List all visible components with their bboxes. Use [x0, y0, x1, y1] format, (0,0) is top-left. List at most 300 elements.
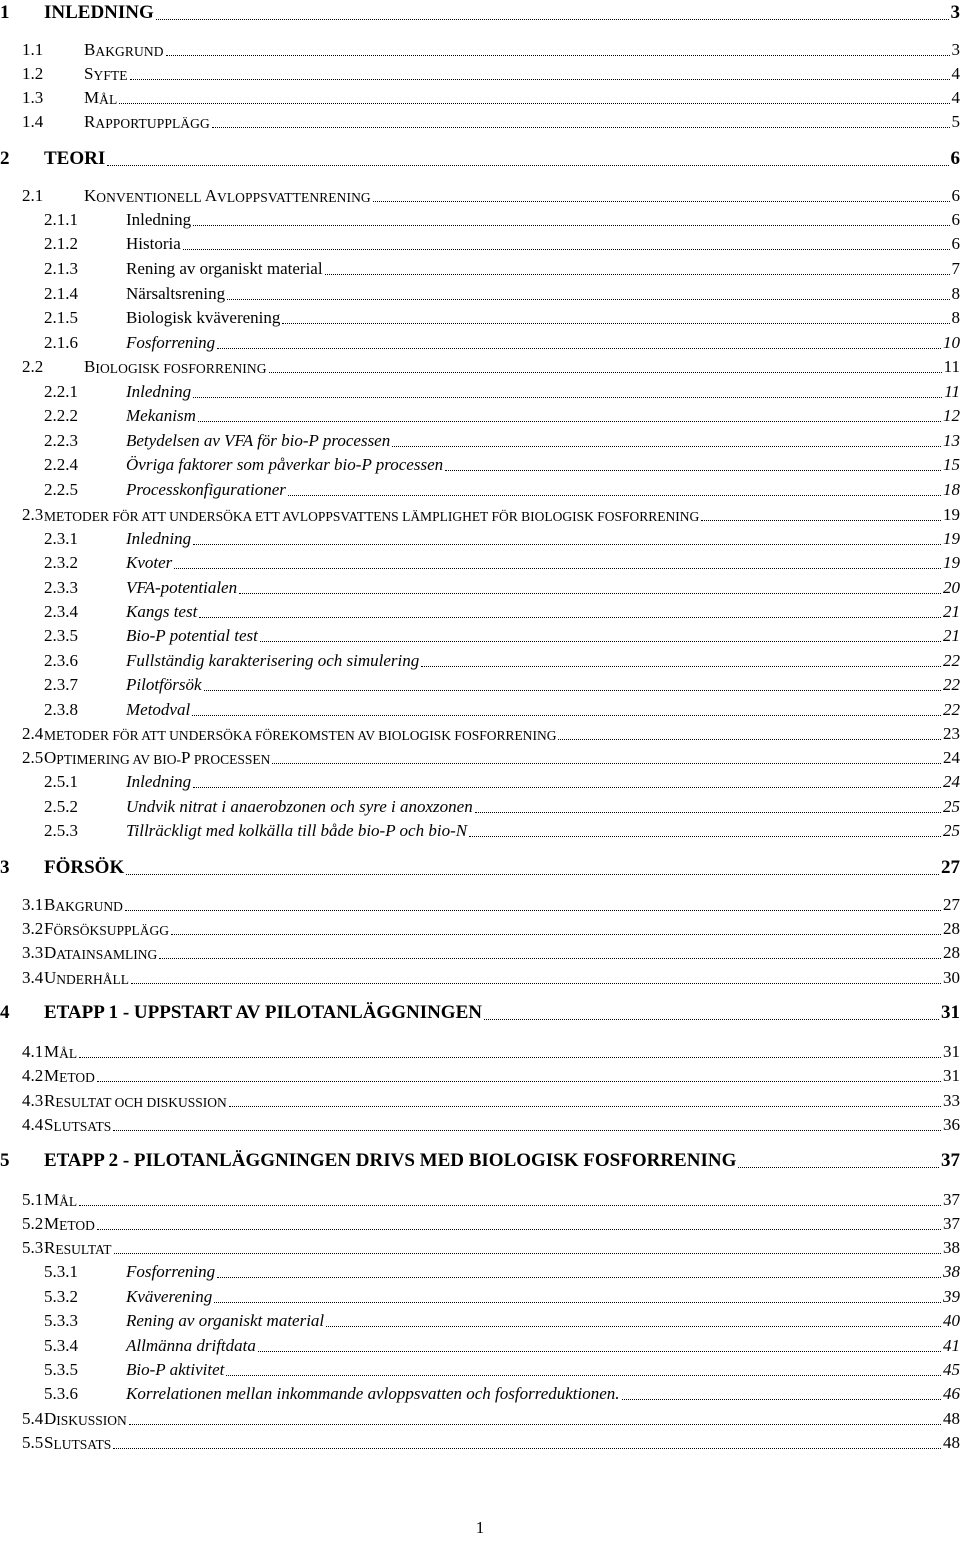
toc-dot-leader: [226, 1375, 941, 1376]
toc-entry-page: 21: [943, 602, 960, 621]
toc-entry-number: 3.4: [22, 968, 44, 987]
toc-entry-title: [44, 1238, 112, 1258]
toc-entry-number: 5.5: [22, 1433, 44, 1452]
toc-dot-leader: [288, 495, 941, 496]
toc-entry-title-part: ESULTAT OCH DISKUSSION: [55, 1095, 227, 1110]
toc-entry-title: Betydelsen av VFA för bio-P processen: [126, 431, 391, 450]
toc-entry-page: 5: [951, 112, 960, 131]
toc-entry[interactable]: [0, 476, 960, 502]
toc-entry-page: 12: [943, 406, 960, 425]
toc-entry-number: 5.3.4: [44, 1336, 78, 1355]
toc-entry-number: 3.1: [22, 895, 44, 914]
toc-entry-title: Kväverening: [126, 1287, 213, 1306]
toc-entry-number: 2.3.1: [44, 529, 78, 548]
toc-entry-title: [84, 112, 210, 132]
toc-dot-leader: [199, 617, 941, 618]
toc-dot-leader: [193, 225, 949, 226]
toc-entry-title: Kangs test: [126, 602, 198, 621]
toc-entry-title: [84, 88, 117, 108]
toc-dot-leader: [114, 1253, 941, 1254]
toc-entry[interactable]: [0, 855, 960, 881]
toc-entry-title: Pilotförsök: [126, 675, 202, 694]
toc-entry[interactable]: [0, 720, 960, 746]
toc-entry-page: 19: [943, 553, 960, 572]
toc-dot-leader: [272, 763, 941, 764]
toc-entry-title: [44, 1042, 77, 1062]
toc-entry-page: 33: [943, 1091, 960, 1110]
toc-entry-title-part: PTIMERING AV BIO-: [56, 752, 182, 767]
toc-entry-page: 10: [943, 333, 960, 352]
toc-entry-number: 4.1: [22, 1042, 44, 1061]
toc-entry-title-part: U: [44, 968, 57, 987]
toc-entry[interactable]: [0, 964, 960, 990]
toc-dot-leader: [107, 165, 948, 166]
toc-dot-leader: [269, 372, 942, 373]
toc-entry-title-part: S: [44, 1433, 54, 1452]
toc-dot-leader: [326, 1326, 941, 1327]
toc-entry-page: 23: [943, 724, 960, 743]
toc-dot-leader: [217, 348, 941, 349]
toc-entry-title-part: YFTE: [93, 68, 128, 83]
toc-entry-title-part: IOLOGISK FOSFORRENING: [95, 361, 267, 376]
toc-dot-leader: [738, 1167, 939, 1168]
toc-dot-leader: [239, 593, 941, 594]
toc-entry-page: 40: [943, 1311, 960, 1330]
toc-entry-title-part: METODER FÖR ATT UNDERSÖKA ETT AVLOPPSVATTENS LÄMPLIGHET FÖR BIOLOGISK FOSFORRENING: [44, 509, 700, 524]
toc-entry[interactable]: [0, 329, 960, 355]
toc-entry-number: 5.3.2: [44, 1287, 78, 1306]
toc-entry-number: 2.3.5: [44, 626, 78, 645]
toc-dot-leader: [227, 299, 949, 300]
toc-entry-title: Processkonfigurationer: [126, 480, 286, 499]
toc-entry-title: Bio-P aktivitet: [126, 1360, 225, 1379]
toc-entry-title-part: LUTSATS: [53, 1437, 112, 1452]
toc-entry-number: 2.2.4: [44, 455, 78, 474]
toc-entry-page: 11: [943, 357, 960, 376]
toc-entry-page: 24: [943, 748, 960, 767]
toc-dot-leader: [79, 1057, 941, 1058]
toc-entry[interactable]: [0, 671, 960, 697]
toc-entry-title-part: R: [84, 112, 96, 131]
toc-entry-title: [44, 748, 270, 768]
toc-entry-title: Tillräckligt med kolkälla till både bio-P och bio-N: [126, 821, 468, 840]
toc-entry-number: 3.2: [22, 919, 44, 938]
toc-entry-page: 6: [951, 210, 960, 229]
toc-entry-number: 2.3.7: [44, 675, 78, 694]
toc-entry-number: 2.2.5: [44, 480, 78, 499]
toc-entry-title: VFA-potentialen: [126, 578, 238, 597]
toc-dot-leader: [421, 666, 941, 667]
toc-entry[interactable]: [0, 744, 960, 770]
toc-dot-leader: [159, 958, 941, 959]
toc-entry-number: 2.3: [22, 505, 44, 524]
toc-entry-page: 19: [943, 505, 960, 524]
toc-entry[interactable]: [0, 108, 960, 134]
toc-entry-title: Fullständig karakterisering och simulering: [126, 651, 420, 670]
toc-entry-number: 2.3.4: [44, 602, 78, 621]
toc-dot-leader: [373, 201, 950, 202]
toc-entry-title: [84, 64, 128, 84]
toc-entry[interactable]: [0, 891, 960, 917]
toc-entry[interactable]: [0, 1356, 960, 1382]
toc-entry-number: 5.3.5: [44, 1360, 78, 1379]
toc-entry-title: [44, 728, 556, 744]
toc-entry-page: 31: [943, 1042, 960, 1061]
toc-entry-title-part: B: [84, 357, 96, 376]
toc-dot-leader: [113, 1448, 941, 1449]
toc-entry[interactable]: [0, 353, 960, 379]
toc-entry-page: 28: [943, 919, 960, 938]
toc-entry[interactable]: [0, 1038, 960, 1064]
toc-entry-number: 5.3.3: [44, 1311, 78, 1330]
toc-entry-title: Fosforrening: [126, 1262, 216, 1281]
toc-entry-title: Inledning: [126, 382, 192, 401]
toc-entry-page: 18: [943, 480, 960, 499]
toc-entry-number: 2.1: [22, 186, 44, 205]
toc-entry-title-part: PROCESSEN: [190, 752, 271, 767]
toc-entry[interactable]: [0, 622, 960, 648]
toc-dot-leader: [701, 520, 941, 521]
toc-dot-leader: [97, 1229, 941, 1230]
toc-dot-leader: [166, 55, 950, 56]
toc-dot-leader: [130, 79, 950, 80]
toc-entry-page: 25: [943, 797, 960, 816]
toc-entry-number: 2.3.6: [44, 651, 78, 670]
toc-entry-number: 2: [0, 148, 10, 169]
toc-dot-leader: [129, 1424, 941, 1425]
toc-entry-number: 5.3: [22, 1238, 44, 1257]
toc-entry-number: 2.3.8: [44, 700, 78, 719]
toc-entry-title: Rening av organiskt material: [126, 1311, 325, 1330]
toc-entry-title: Inledning: [126, 529, 192, 548]
toc-entry-number: 3.3: [22, 943, 44, 962]
toc-dot-leader: [260, 641, 941, 642]
toc-dot-leader: [469, 836, 941, 837]
toc-entry[interactable]: [0, 255, 960, 281]
toc-entry[interactable]: [0, 146, 960, 172]
toc-entry[interactable]: [0, 549, 960, 575]
toc-entry-number: 2.1.6: [44, 333, 78, 352]
toc-entry-title: [44, 1190, 77, 1210]
toc-entry-page: 25: [943, 821, 960, 840]
toc-entry-number: 4: [0, 1002, 10, 1023]
toc-entry[interactable]: [0, 378, 960, 404]
toc-entry-page: 6: [951, 234, 960, 253]
toc-entry-number: 1.1: [22, 40, 44, 59]
toc-entry-page: 21: [943, 626, 960, 645]
toc-entry[interactable]: [0, 1283, 960, 1309]
toc-entry[interactable]: [0, 574, 960, 600]
toc-entry-page: 27: [941, 857, 960, 878]
toc-entry-title-part: M: [44, 1066, 60, 1085]
toc-entry-title: [44, 509, 699, 525]
toc-entry-title: Korrelationen mellan inkommande avloppsvatten och fosforreduktionen.: [126, 1384, 620, 1403]
toc-entry-number: 5.3.6: [44, 1384, 78, 1403]
toc-entry[interactable]: [0, 84, 960, 110]
toc-entry[interactable]: [0, 1111, 960, 1137]
toc-entry[interactable]: [0, 768, 960, 794]
toc-dot-leader: [212, 127, 950, 128]
toc-entry-number: 2.1.1: [44, 210, 78, 229]
toc-dot-leader: [192, 715, 941, 716]
toc-dot-leader: [558, 739, 941, 740]
toc-entry-title-part: APPORTUPPLÄGG: [95, 116, 210, 131]
toc-entry-title-part: S: [44, 1115, 54, 1134]
toc-entry-number: 1.2: [22, 64, 44, 83]
toc-entry-title-part: VLOPPSVATTENRENING: [216, 190, 371, 205]
toc-entry[interactable]: [0, 1000, 960, 1026]
toc-dot-leader: [229, 1106, 941, 1107]
toc-entry-page: 38: [943, 1262, 960, 1281]
toc-entry-title-part: B: [44, 895, 56, 914]
toc-entry-number: 2.2: [22, 357, 44, 376]
toc-entry-title: Fosforrening: [126, 333, 216, 352]
toc-entry-title-part: M: [44, 1214, 60, 1233]
toc-entry-page: 15: [943, 455, 960, 474]
toc-entry-title: [44, 1214, 95, 1234]
toc-entry-page: 19: [943, 529, 960, 548]
toc-entry[interactable]: [0, 304, 960, 330]
toc-entry[interactable]: [0, 206, 960, 232]
toc-entry-title: Kvoter: [126, 553, 173, 572]
toc-entry[interactable]: [0, 402, 960, 428]
toc-entry-page: 37: [941, 1150, 960, 1171]
toc-dot-leader: [97, 1081, 941, 1082]
toc-entry-number: 2.5.2: [44, 797, 78, 816]
toc-entry-number: 2.1.3: [44, 259, 78, 278]
toc-entry[interactable]: [0, 1062, 960, 1088]
toc-entry-title-part: ATAINSAMLING: [56, 947, 158, 962]
toc-entry-title: [44, 968, 129, 988]
toc-entry-page: 8: [951, 308, 960, 327]
toc-entry-title-part: ÅL: [99, 92, 118, 107]
toc-entry-title: [44, 895, 123, 915]
toc-entry-title: [44, 1115, 111, 1135]
toc-entry-title-part: D: [44, 1409, 57, 1428]
toc-entry-title: [84, 357, 267, 377]
toc-entry[interactable]: [0, 939, 960, 965]
toc-entry-page: 48: [943, 1433, 960, 1452]
toc-entry-title: [84, 40, 164, 60]
toc-entry-number: 1.3: [22, 88, 44, 107]
toc-entry-page: 22: [943, 700, 960, 719]
toc-entry-page: 39: [943, 1287, 960, 1306]
toc-entry-number: 2.5: [22, 748, 44, 767]
toc-entry[interactable]: [0, 427, 960, 453]
toc-entry-title-part: D: [44, 943, 57, 962]
toc-entry[interactable]: [0, 915, 960, 941]
toc-entry-number: 2.1.4: [44, 284, 78, 303]
toc-entry-title: Mekanism: [126, 406, 196, 425]
toc-entry-number: 1.4: [22, 112, 44, 131]
toc-entry[interactable]: [0, 280, 960, 306]
toc-entry-title-part: R: [44, 1238, 56, 1257]
toc-dot-leader: [126, 874, 939, 875]
toc-entry-number: 2.3.2: [44, 553, 78, 572]
toc-entry[interactable]: [0, 182, 960, 208]
toc-dot-leader: [282, 323, 949, 324]
toc-entry-title: [44, 1066, 95, 1086]
toc-entry[interactable]: [0, 501, 960, 527]
toc-entry-number: 2.2.3: [44, 431, 78, 450]
toc-entry-number: 2.1.5: [44, 308, 78, 327]
toc-entry-title: Undvik nitrat i anaerobzonen och syre i anoxzonen: [126, 797, 473, 816]
toc-entry[interactable]: [0, 60, 960, 86]
toc-entry-page: 27: [943, 895, 960, 914]
toc-entry-page: 46: [943, 1384, 960, 1403]
toc-entry-number: 4.2: [22, 1066, 44, 1085]
toc-entry[interactable]: [0, 817, 960, 843]
toc-entry-title-part: ÖRSÖKSUPPLÄGG: [53, 923, 169, 938]
toc-entry-page: 7: [951, 259, 960, 278]
toc-entry-number: 5.2: [22, 1214, 44, 1233]
toc-entry-title: FÖRSÖK: [44, 857, 125, 878]
toc-entry-number: 2.5.3: [44, 821, 78, 840]
toc-entry-title-part: ÅL: [59, 1194, 78, 1209]
toc-entry-title: Metodval: [126, 700, 191, 719]
toc-dot-leader: [204, 690, 941, 691]
toc-dot-leader: [125, 910, 941, 911]
toc-dot-leader: [171, 934, 941, 935]
toc-entry-number: 3: [0, 857, 10, 878]
toc-entry-page: 6: [950, 148, 960, 169]
toc-dot-leader: [79, 1205, 941, 1206]
toc-entry[interactable]: [0, 451, 960, 477]
toc-entry[interactable]: [0, 1307, 960, 1333]
toc-dot-leader: [217, 1277, 941, 1278]
toc-entry[interactable]: [0, 598, 960, 624]
toc-entry-number: 2.2.2: [44, 406, 78, 425]
toc-entry-page: 3: [950, 2, 960, 23]
toc-entry-title-part: ONVENTIONELL: [96, 190, 205, 205]
toc-entry[interactable]: [0, 36, 960, 62]
toc-entry-title: Inledning: [126, 772, 192, 791]
toc-entry-page: 4: [951, 88, 960, 107]
toc-entry-title-part: P: [181, 748, 191, 767]
toc-entry-title-part: ÅL: [59, 1046, 78, 1061]
toc-entry[interactable]: [0, 1405, 960, 1431]
toc-entry[interactable]: [0, 1332, 960, 1358]
toc-entry-page: 3: [951, 40, 960, 59]
toc-entry[interactable]: [0, 1210, 960, 1236]
toc-entry-page: 31: [943, 1066, 960, 1085]
toc-entry-page: 36: [943, 1115, 960, 1134]
toc-entry-title-part: M: [44, 1042, 60, 1061]
toc-entry-title: [44, 943, 157, 963]
toc-entry-title-part: ESULTAT: [55, 1242, 112, 1257]
toc-entry-page: 11: [944, 382, 960, 401]
toc-entry[interactable]: [0, 1380, 960, 1406]
toc-entry-title-part: ETOD: [59, 1218, 95, 1233]
toc-entry-title-part: ETOD: [59, 1070, 95, 1085]
toc-entry-page: 6: [951, 186, 960, 205]
toc-entry[interactable]: [0, 525, 960, 551]
toc-entry-page: 22: [943, 675, 960, 694]
toc-entry-title: ETAPP 2 - PILOTANLÄGGNINGEN DRIVS MED BIOLOGISK FOSFORRENING: [44, 1150, 737, 1171]
toc-dot-leader: [258, 1351, 941, 1352]
toc-dot-leader: [475, 812, 941, 813]
toc-entry-page: 4: [951, 64, 960, 83]
toc-entry-page: 37: [943, 1190, 960, 1209]
toc-entry-title-part: ISKUSSION: [56, 1413, 127, 1428]
toc-entry-page: 38: [943, 1238, 960, 1257]
toc-dot-leader: [193, 397, 942, 398]
toc-entry-page: 24: [943, 772, 960, 791]
toc-entry[interactable]: [0, 0, 960, 26]
toc-entry-page: 37: [943, 1214, 960, 1233]
toc-entry-title-part: O: [44, 748, 57, 767]
toc-entry[interactable]: [0, 1258, 960, 1284]
toc-entry-title: [44, 1433, 111, 1453]
toc-entry[interactable]: [0, 1148, 960, 1174]
toc-dot-leader: [622, 1399, 941, 1400]
toc-entry-title-part: AKGRUND: [95, 44, 164, 59]
toc-entry-title: [44, 1091, 227, 1111]
toc-entry[interactable]: [0, 1087, 960, 1113]
toc-entry-title-part: S: [84, 64, 94, 83]
toc-entry-title: ETAPP 1 - UPPSTART AV PILOTANLÄGGNINGEN: [44, 1002, 482, 1023]
toc-entry-page: 28: [943, 943, 960, 962]
toc-entry-number: 1: [0, 2, 10, 23]
toc-entry-title-part: K: [84, 186, 97, 205]
toc-entry[interactable]: [0, 793, 960, 819]
toc-dot-leader: [174, 568, 941, 569]
toc-dot-leader: [113, 1130, 941, 1131]
toc-entry-page: 45: [943, 1360, 960, 1379]
toc-dot-leader: [183, 249, 950, 250]
toc-entry-title: [44, 919, 169, 939]
toc-entry[interactable]: [0, 230, 960, 256]
toc-dot-leader: [484, 1019, 939, 1020]
toc-dot-leader: [214, 1302, 941, 1303]
toc-entry-title: INLEDNING: [44, 2, 154, 23]
toc-entry-number: 4.3: [22, 1091, 44, 1110]
toc-entry-title-part: METODER FÖR ATT UNDERSÖKA FÖREKOMSTEN AV BIOLOGISK FOSFORRENING: [44, 728, 557, 743]
toc-entry-title-part: NDERHÅLL: [56, 972, 130, 987]
toc-entry[interactable]: [0, 696, 960, 722]
toc-dot-leader: [198, 421, 941, 422]
toc-entry[interactable]: [0, 647, 960, 673]
toc-entry-number: 2.1.2: [44, 234, 78, 253]
toc-entry-page: 48: [943, 1409, 960, 1428]
toc-entry-title: [44, 1409, 127, 1429]
toc-entry-number: 2.4: [22, 724, 44, 743]
toc-entry[interactable]: [0, 1234, 960, 1260]
toc-entry[interactable]: [0, 1186, 960, 1212]
toc-entry-title: Bio-P potential test: [126, 626, 258, 645]
toc-entry-title-part: R: [44, 1091, 56, 1110]
toc-entry-title: Närsaltsrening: [126, 284, 226, 303]
toc-entry-number: 2.5.1: [44, 772, 78, 791]
toc-entry-title-part: M: [44, 1190, 60, 1209]
toc-dot-leader: [193, 544, 941, 545]
toc-dot-leader: [156, 19, 949, 20]
toc-entry-page: 13: [943, 431, 960, 450]
toc-entry-page: 30: [943, 968, 960, 987]
toc-entry-title-part: B: [84, 40, 96, 59]
toc-entry-title: [84, 186, 371, 206]
toc-entry-number: 2.3.3: [44, 578, 78, 597]
toc-entry-title-part: AKGRUND: [55, 899, 123, 914]
toc-entry-title: Historia: [126, 234, 181, 253]
toc-entry-number: 5.1: [22, 1190, 44, 1209]
toc-entry-title-part: A: [204, 186, 217, 205]
page-number: 1: [475, 1518, 485, 1537]
toc-entry-title: Övriga faktorer som påverkar bio-P processen: [126, 455, 444, 474]
toc-entry[interactable]: [0, 1429, 960, 1455]
toc-entry-page: 22: [943, 651, 960, 670]
toc-entry-number: 5: [0, 1150, 10, 1171]
